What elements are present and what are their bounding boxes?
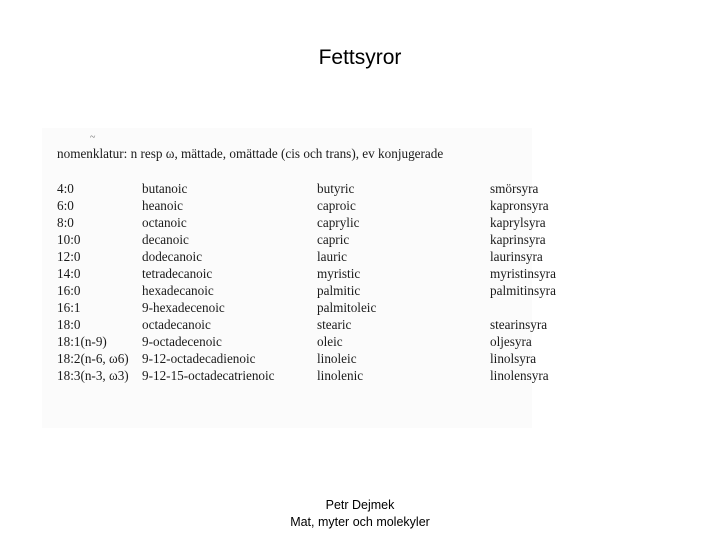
systematic-name-cell: dodecanoic (142, 249, 203, 264)
table-row (42, 367, 549, 384)
code-cell: 12:0 (57, 249, 81, 264)
table-row (42, 231, 546, 248)
footer (0, 497, 720, 531)
swedish-name-cell: kapronsyra (490, 198, 549, 213)
swedish-name-cell: palmitinsyra (490, 283, 556, 298)
course-name: Mat, myter och molekyler (290, 515, 430, 529)
author-name: Petr Dejmek (325, 498, 395, 512)
swedish-name-cell: oljesyra (490, 334, 532, 349)
fatty-acid-table (42, 180, 556, 384)
systematic-name-cell: 9-12-octadecadienoic (142, 351, 256, 366)
swedish-name-cell: stearinsyra (490, 317, 548, 332)
swedish-name-cell: kaprinsyra (490, 232, 546, 247)
systematic-name-cell: octanoic (142, 215, 187, 230)
trivial-name-cell: palmitoleic (317, 300, 377, 315)
table-row (42, 299, 532, 316)
table-row (42, 197, 549, 214)
code-cell: 4:0 (57, 181, 74, 196)
systematic-name-cell: heanoic (142, 198, 184, 213)
code-cell: 14:0 (57, 266, 81, 281)
table-row (42, 282, 556, 299)
table-row (42, 350, 537, 367)
code-cell: 18:0 (57, 317, 81, 332)
swedish-name-cell: myristinsyra (490, 266, 556, 281)
trivial-name-cell: linoleic (317, 351, 357, 366)
code-cell: 16:1 (57, 300, 81, 315)
trivial-name-cell: palmitic (317, 283, 361, 298)
table-row (42, 316, 548, 333)
systematic-name-cell: hexadecanoic (142, 283, 214, 298)
swedish-name-cell: smörsyra (490, 181, 539, 196)
code-cell: 8:0 (57, 215, 74, 230)
trivial-name-cell: myristic (317, 266, 361, 281)
systematic-name-cell: 9-hexadecenoic (142, 300, 225, 315)
trivial-name-cell: linolenic (317, 368, 364, 383)
swedish-name-cell: laurinsyra (490, 249, 543, 264)
table-row (42, 333, 532, 350)
code-cell: 18:2(n-6, ω6) (57, 351, 129, 366)
code-cell: 18:3(n-3, ω3) (57, 368, 129, 383)
systematic-name-cell: butanoic (142, 181, 188, 196)
systematic-name-cell: 9-12-15-octadecatrienoic (142, 368, 275, 383)
scan-artifact-mark: ~ (90, 132, 96, 143)
swedish-name-cell: linolensyra (490, 368, 549, 383)
slide-title: Fettsyror (318, 46, 402, 69)
code-cell: 10:0 (57, 232, 81, 247)
code-cell: 6:0 (57, 198, 74, 213)
systematic-name-cell: decanoic (142, 232, 189, 247)
trivial-name-cell: oleic (317, 334, 343, 349)
trivial-name-cell: capric (317, 232, 350, 247)
swedish-name-cell: linolsyra (490, 351, 537, 366)
systematic-name-cell: 9-octadecenoic (142, 334, 222, 349)
table-row (42, 265, 556, 282)
trivial-name-cell: stearic (317, 317, 352, 332)
trivial-name-cell: caprylic (317, 215, 360, 230)
trivial-name-cell: caproic (317, 198, 356, 213)
code-cell: 16:0 (57, 283, 81, 298)
table-row (42, 248, 543, 265)
table-row (42, 180, 539, 197)
systematic-name-cell: tetradecanoic (142, 266, 213, 281)
trivial-name-cell: butyric (317, 181, 355, 196)
systematic-name-cell: octadecanoic (142, 317, 211, 332)
swedish-name-cell: kaprylsyra (490, 215, 546, 230)
code-cell: 18:1(n-9) (57, 334, 107, 349)
table-row (42, 214, 546, 231)
trivial-name-cell: lauric (317, 249, 348, 264)
nomenclature-heading: nomenklatur: n resp ω, mättade, omättade (cis och trans), ev konjugerade (57, 146, 444, 161)
scanned-table-image (42, 128, 556, 428)
